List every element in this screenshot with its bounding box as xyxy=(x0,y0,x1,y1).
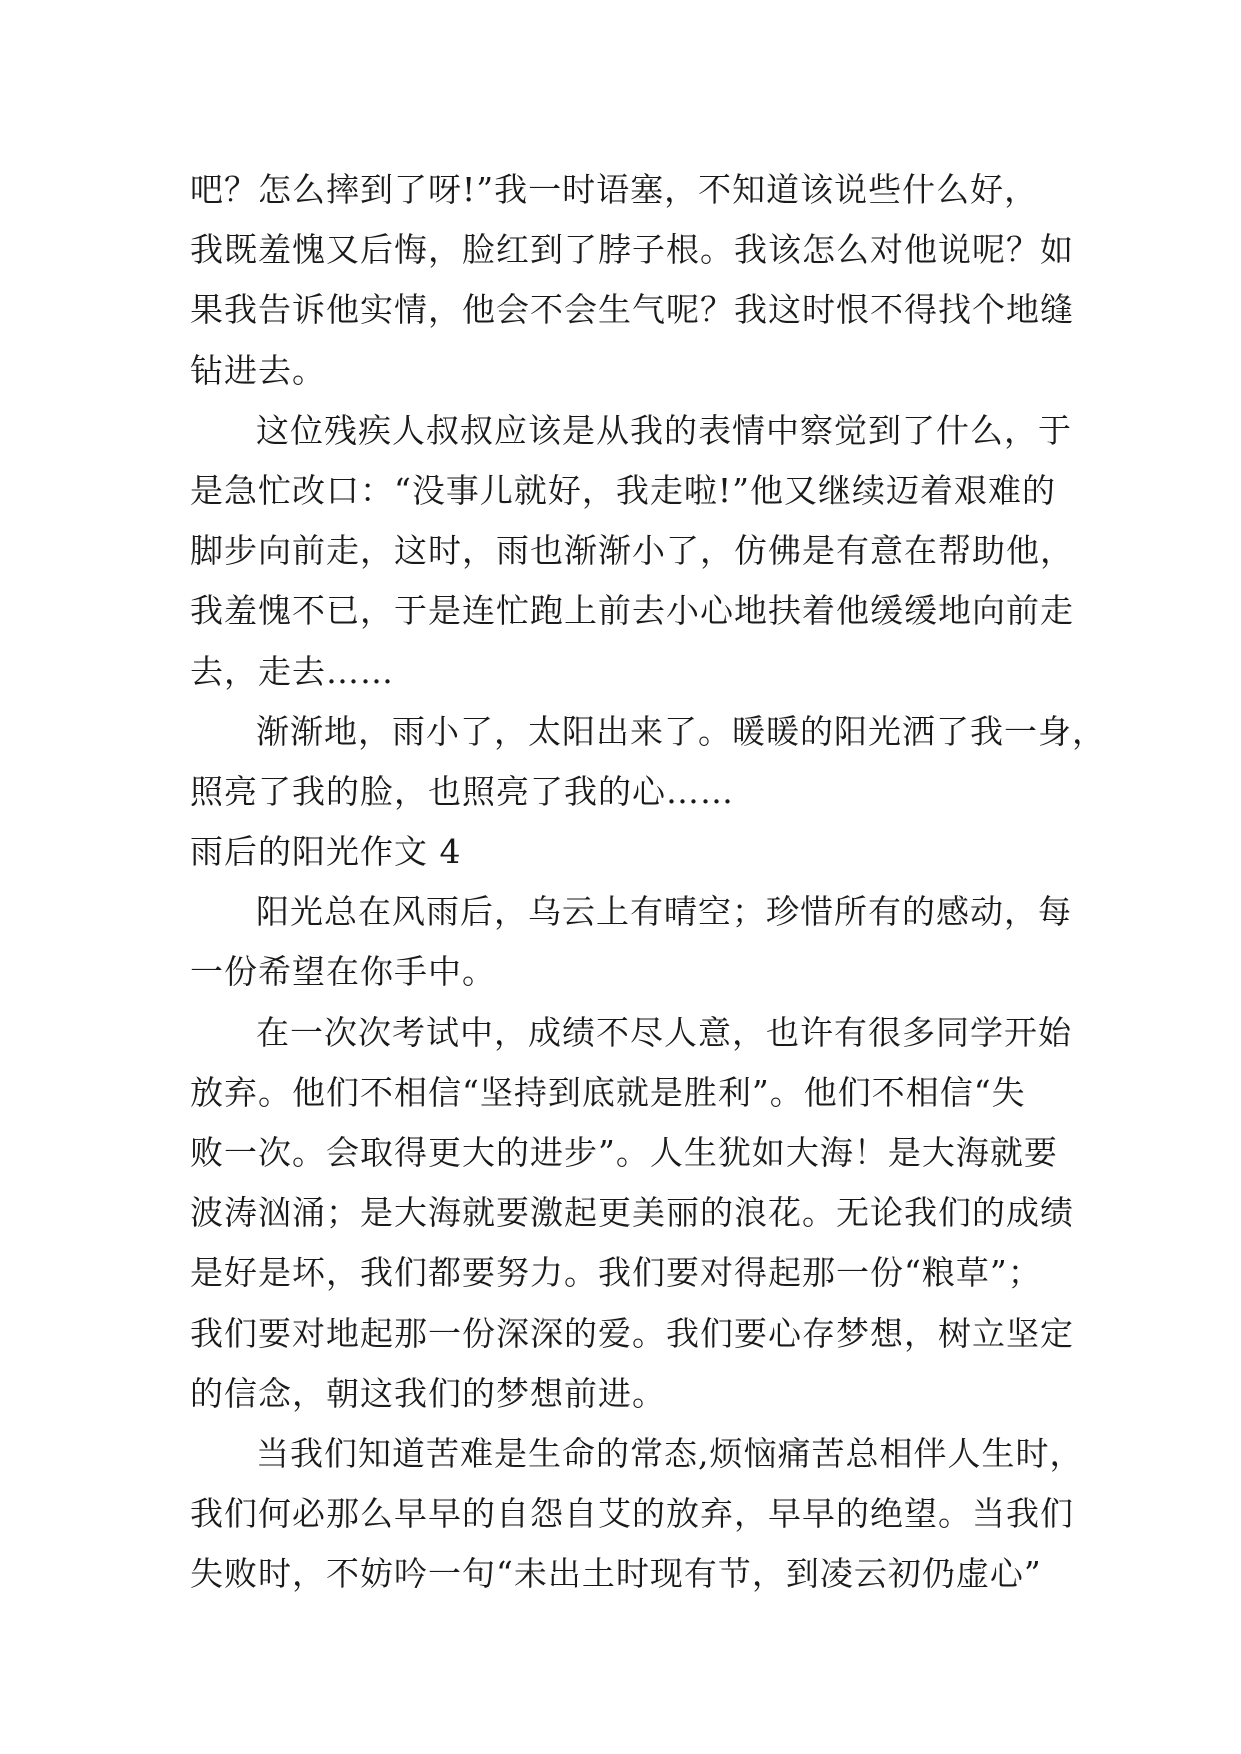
text-line: 这位残疾人叔叔应该是从我的表情中察觉到了什么，于 xyxy=(256,410,1072,450)
section-title: 雨后的阳光作文 4 xyxy=(190,832,462,872)
paragraph xyxy=(190,1003,1074,1424)
paragraph xyxy=(190,1424,1084,1605)
paragraph xyxy=(190,160,1074,401)
text-line: 阳光总在风雨后，乌云上有晴空；珍惜所有的感动，每 xyxy=(256,892,1072,932)
text-line: 是好是坏，我们都要努力。我们要对得起那一份“粮草”； xyxy=(190,1253,1042,1293)
text-line: 去，走去…… xyxy=(190,651,394,691)
text-line: 在一次次考试中，成绩不尽人意，也许有很多同学开始 xyxy=(256,1012,1072,1052)
text-line: 吧？怎么摔到了呀!”我一时语塞，不知道该说些什么好， xyxy=(190,170,1039,209)
paragraph xyxy=(190,882,1072,1002)
text-line: 失败时，不妨吟一句“未出土时现有节，到凌云初仍虚心” xyxy=(190,1554,1042,1594)
text-line: 波涛汹涌；是大海就要激起更美丽的浪花。无论我们的成绩 xyxy=(190,1193,1074,1233)
document-page xyxy=(190,160,1106,1605)
text-line: 照亮了我的脸，也照亮了我的心…… xyxy=(190,771,734,811)
text-line: 放弃。他们不相信“坚持到底就是胜利”。他们不相信“失 xyxy=(190,1072,1026,1112)
text-line: 脚步向前走，这时，雨也渐渐小了，仿佛是有意在帮助他， xyxy=(190,531,1074,571)
text-line: 我既羞愧又后悔，脸红到了脖子根。我该怎么对他说呢？如 xyxy=(190,230,1074,270)
text-line: 我们要对地起那一份深深的爱。我们要心存梦想，树立坚定 xyxy=(190,1313,1074,1353)
text-line: 是急忙改口：“没事儿就好，我走啦!”他又继续迈着艰难的 xyxy=(190,470,1057,510)
text-line: 渐渐地，雨小了，太阳出来了。暖暖的阳光洒了我一身， xyxy=(256,711,1106,751)
text-line: 我羞愧不已，于是连忙跑上前去小心地扶着他缓缓地向前走 xyxy=(190,591,1074,631)
text-line: 我们何必那么早早的自怨自艾的放弃，早早的绝望。当我们 xyxy=(190,1494,1074,1534)
text-line: 一份希望在你手中。 xyxy=(190,952,496,992)
text-line: 的信念，朝这我们的梦想前进。 xyxy=(190,1373,666,1413)
text-line: 当我们知道苦难是生命的常态,烦恼痛苦总相伴人生时， xyxy=(256,1433,1084,1473)
text-line: 钻进去。 xyxy=(190,350,326,390)
text-line: 败一次。会取得更大的进步”。人生犹如大海！是大海就要 xyxy=(190,1133,1058,1172)
paragraph xyxy=(190,401,1074,702)
text-line: 果我告诉他实情，他会不会生气呢？我这时恨不得找个地缝 xyxy=(190,290,1074,330)
paragraph xyxy=(190,702,1106,822)
